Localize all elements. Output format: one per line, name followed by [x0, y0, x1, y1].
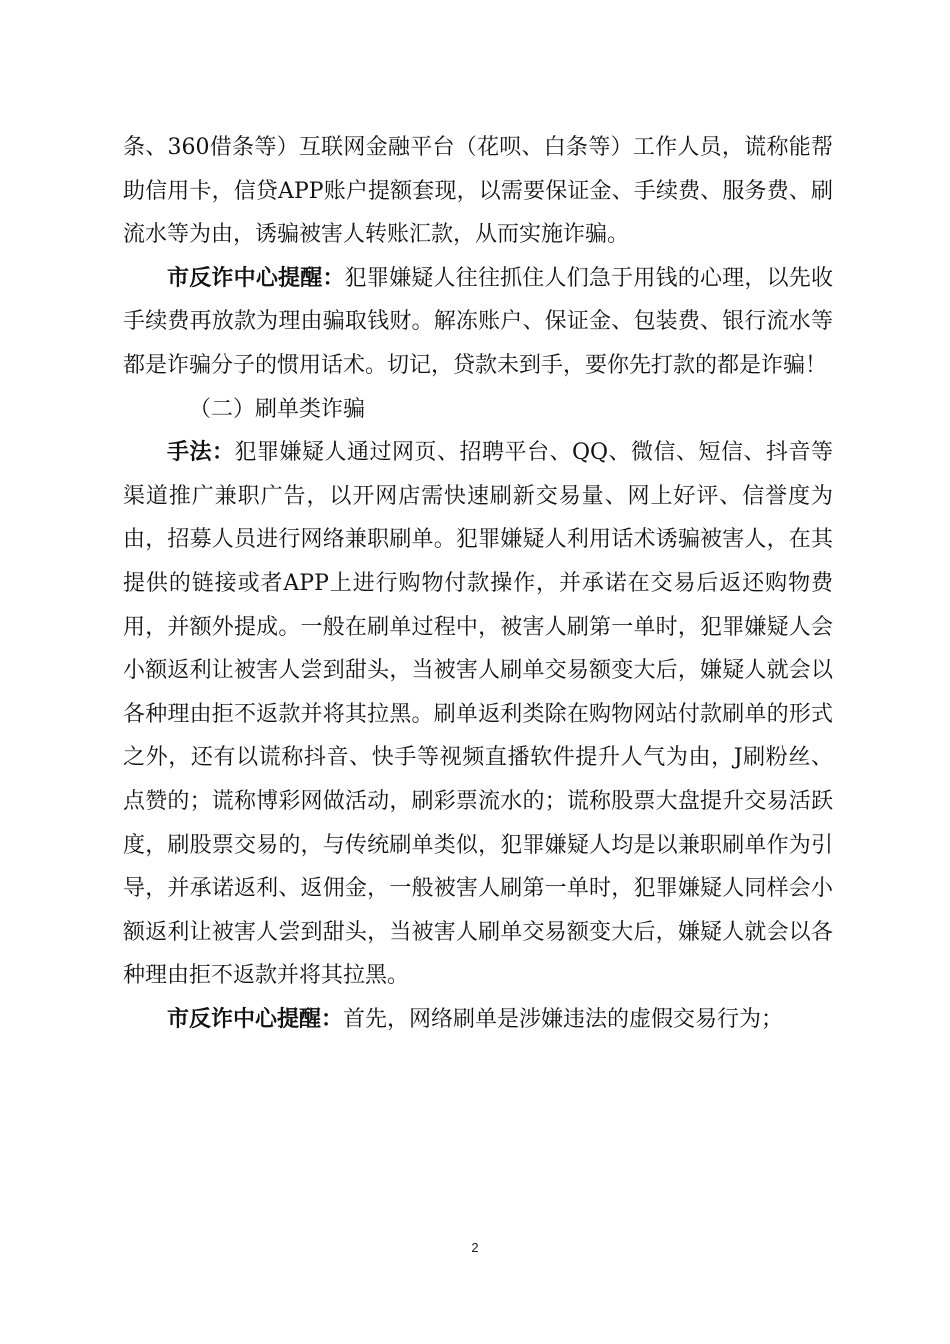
paragraph-text: 条、360借条等）互联网金融平台（花呗、白条等）工作人员，谎称能帮助信用卡，信贷APP账户提额套现，以需要保证金、手续费、服务费、刷流水等为由，诱骗被害人转账汇款，从而实施诈骗。	[123, 135, 833, 248]
paragraph-text: 首先，网络刷单是涉嫌违法的虚假交易行为；	[343, 1006, 784, 1032]
paragraph-continuation	[123, 126, 833, 257]
paragraph-method	[123, 431, 833, 998]
paragraph-reminder-brushing	[123, 998, 833, 1042]
paragraph-text: 犯罪嫌疑人通过网页、招聘平台、QQ、微信、短信、抖音等渠道推广兼职广告，以开网店需快速刷新交易量、网上好评、信誉度为由，招募人员进行网络兼职刷单。犯罪嫌疑人利用话术诱骗被害人，在其提供的链接或者APP上进行购物付款操作，并承诺在交易后返还购物费用，并额外提成。一般在刷单过程中，被害人刷第一单时，犯罪嫌疑人会小额返利让被害人尝到甜头，当被害人刷单交易额变大后，嫌疑人就会以各种理由拒不返款并将其拉黑。刷单返利类除在购物网站付款刷单的形式之外，还有以谎称抖音、快手等视频直播软件提升人气为由，J刷粉丝、点赞的；谎称博彩网做活动，刷彩票流水的；谎称股票大盘提升交易活跃度，刷股票交易的，与传统刷单类似，犯罪嫌疑人均是以兼职刷单作为引导，并承诺返利、返佣金，一般被害人刷第一单时，犯罪嫌疑人同样会小额返利让被害人尝到甜头，当被害人刷单交易额变大后，嫌疑人就会以各种理由拒不返款并将其拉黑。	[123, 440, 833, 989]
section-heading	[123, 388, 833, 432]
reminder-lead: 市反诈中心提醒：	[167, 264, 345, 291]
reminder-lead: 市反诈中心提醒：	[167, 1005, 344, 1032]
method-lead: 手法：	[167, 439, 235, 466]
page-number: 2	[471, 1240, 479, 1255]
paragraph-reminder-loan	[123, 257, 833, 388]
document-body	[123, 126, 833, 1041]
paragraph-text: 犯罪嫌疑人往往抓住人们急于用钱的心理，以先收手续费再放款为理由骗取钱财。解冻账户、保证金、包装费、银行流水等都是诈骗分子的惯用话术。切记，贷款未到手，要你先打款的都是诈骗！	[123, 265, 833, 378]
section-heading-text: （二）刷单类诈骗	[189, 396, 366, 422]
